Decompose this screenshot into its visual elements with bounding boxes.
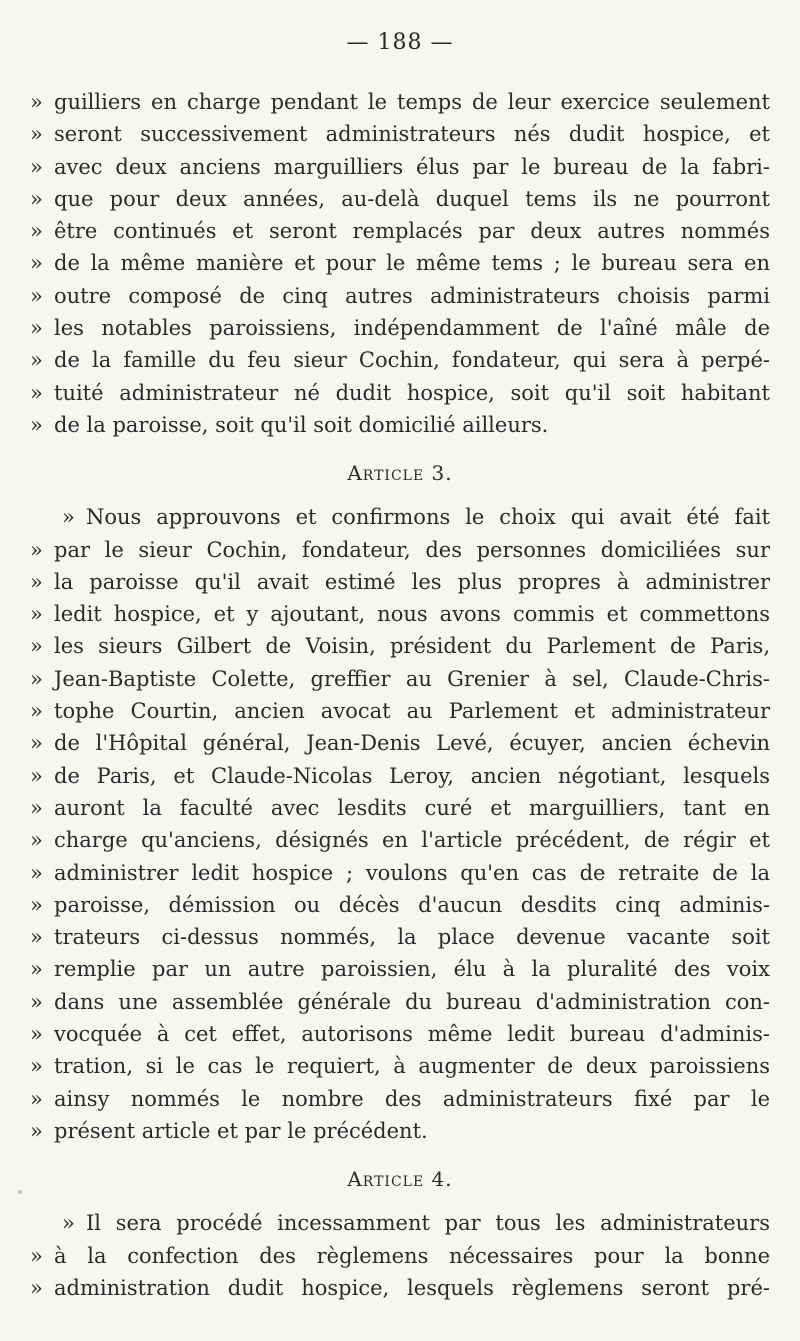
text-line bbox=[30, 183, 770, 215]
line-text: seront successivement administrateurs nés dudit hospice, et bbox=[54, 122, 770, 147]
ink-speck bbox=[18, 1190, 22, 1194]
text-line bbox=[30, 598, 770, 630]
guillemet: » bbox=[30, 1275, 41, 1300]
article-3-heading: Article 3. bbox=[347, 461, 453, 486]
line-text: remplie par un autre paroissien, élu à la pluralité des voix bbox=[54, 957, 770, 982]
text-line bbox=[30, 1018, 770, 1050]
paragraph-article-4 bbox=[30, 1207, 770, 1304]
guillemet: » bbox=[62, 1211, 73, 1236]
text-line bbox=[30, 344, 770, 376]
line-text: ledit hospice, et y ajoutant, nous avons commis et commettons bbox=[54, 602, 770, 627]
text-line bbox=[30, 534, 770, 566]
line-text: de la même manière et pour le même tems ; le bureau sera en bbox=[54, 251, 770, 276]
text-line bbox=[30, 86, 770, 118]
guillemet: » bbox=[30, 731, 41, 756]
guillemet: » bbox=[30, 602, 41, 627]
line-text: les sieurs Gilbert de Voisin, président du Parlement de Paris, bbox=[54, 634, 770, 659]
text-line bbox=[30, 663, 770, 695]
guillemet: » bbox=[30, 699, 41, 724]
line-text: tuité administrateur né dudit hospice, soit qu'il soit habitant bbox=[54, 380, 770, 405]
guillemet: » bbox=[30, 90, 41, 114]
text-line bbox=[30, 824, 770, 856]
line-text: être continués et seront remplacés par deux autres nommés bbox=[54, 219, 770, 244]
line-text: auront la faculté avec lesdits curé et marguilliers, tant en bbox=[54, 795, 770, 820]
guillemet: » bbox=[30, 828, 41, 853]
line-text: de Paris, et Claude-Nicolas Leroy, ancien négotiant, lesquels bbox=[54, 763, 770, 788]
guillemet: » bbox=[30, 1243, 41, 1268]
line-text: administrer ledit hospice ; voulons qu'en cas de retraite de la bbox=[54, 860, 770, 885]
line-text: paroisse, démission ou décès d'aucun desdits cinq adminis- bbox=[54, 892, 770, 917]
guillemet: » bbox=[30, 795, 41, 820]
article-4-heading: Article 4. bbox=[347, 1167, 453, 1192]
text-line bbox=[30, 151, 770, 183]
guillemet: » bbox=[30, 763, 41, 788]
line-text: outre composé de cinq autres administrateurs choisis parmi bbox=[54, 283, 770, 308]
line-text: tophe Courtin, ancien avocat au Parlement et administrateur bbox=[54, 699, 770, 724]
text-line bbox=[30, 1083, 770, 1115]
guillemet: » bbox=[30, 925, 41, 950]
line-text: Jean-Baptiste Colette, greffier au Grenier à sel, Claude-Chris- bbox=[54, 666, 770, 691]
line-text: trateurs ci-dessus nommés, la place devenue vacante soit bbox=[54, 925, 770, 950]
text-line bbox=[30, 792, 770, 824]
line-text: avec deux anciens marguilliers élus par le bureau de la fabri- bbox=[54, 154, 770, 179]
guillemet: » bbox=[62, 505, 73, 530]
text-line bbox=[30, 1272, 770, 1304]
guillemet: » bbox=[30, 1022, 41, 1047]
guillemet: » bbox=[30, 1118, 41, 1143]
text-line bbox=[30, 501, 770, 533]
guillemet: » bbox=[30, 1054, 41, 1079]
text-line bbox=[30, 1207, 770, 1239]
text-line bbox=[30, 118, 770, 150]
guillemet: » bbox=[30, 666, 41, 691]
paragraph-article-3 bbox=[30, 501, 770, 1147]
text-line bbox=[30, 312, 770, 344]
text-line bbox=[30, 566, 770, 598]
text-line bbox=[30, 247, 770, 279]
guillemet: » bbox=[30, 412, 41, 437]
text-line bbox=[30, 889, 770, 921]
guillemet: » bbox=[30, 251, 41, 276]
line-text: présent article et par le précédent. bbox=[54, 1118, 428, 1143]
line-text: les notables paroissiens, indépendamment de l'aîné mâle de bbox=[54, 316, 770, 341]
text-line bbox=[30, 1050, 770, 1082]
line-text: ainsy nommés le nombre des administrateurs fixé par le bbox=[54, 1086, 770, 1111]
guillemet: » bbox=[30, 989, 41, 1014]
text-line bbox=[30, 695, 770, 727]
guillemet: » bbox=[30, 634, 41, 659]
line-text: Il sera procédé incessamment par tous les administrateurs bbox=[86, 1211, 770, 1236]
text-line bbox=[30, 1115, 770, 1147]
text-line bbox=[30, 280, 770, 312]
line-text: de la famille du feu sieur Cochin, fondateur, qui sera à perpé- bbox=[54, 348, 770, 373]
guillemet: » bbox=[30, 186, 41, 211]
guillemet: » bbox=[30, 537, 41, 562]
guillemet: » bbox=[30, 122, 41, 147]
guillemet: » bbox=[30, 283, 41, 308]
line-text: à la confection des règlemens nécessaires pour la bonne bbox=[54, 1243, 770, 1268]
guillemet: » bbox=[30, 569, 41, 594]
line-text: par le sieur Cochin, fondateur, des personnes domiciliées sur bbox=[54, 537, 770, 562]
guillemet: » bbox=[30, 1086, 41, 1111]
guillemet: » bbox=[30, 219, 41, 244]
text-line bbox=[30, 857, 770, 889]
line-text: de l'Hôpital général, Jean-Denis Levé, écuyer, ancien échevin bbox=[54, 731, 770, 756]
text-line bbox=[30, 953, 770, 985]
line-text: charge qu'anciens, désignés en l'article précédent, de régir et bbox=[54, 828, 770, 853]
line-text: dans une assemblée générale du bureau d'administration con- bbox=[54, 989, 770, 1014]
text-line bbox=[30, 409, 770, 441]
line-text: de la paroisse, soit qu'il soit domicilié ailleurs. bbox=[54, 412, 549, 437]
text-line bbox=[30, 377, 770, 409]
line-text: vocquée à cet effet, autorisons même ledit bureau d'adminis- bbox=[54, 1022, 770, 1047]
line-text: la paroisse qu'il avait estimé les plus propres à administrer bbox=[54, 569, 770, 594]
text-line bbox=[30, 630, 770, 662]
text-line bbox=[30, 760, 770, 792]
guillemet: » bbox=[30, 892, 41, 917]
text-line bbox=[30, 215, 770, 247]
guillemet: » bbox=[30, 957, 41, 982]
line-text: tration, si le cas le requiert, à augmenter de deux paroissiens bbox=[54, 1054, 770, 1079]
line-text: Nous approuvons et confirmons le choix qui avait été fait bbox=[86, 505, 770, 530]
text-line bbox=[30, 986, 770, 1018]
line-text: administration dudit hospice, lesquels règlemens seront pré- bbox=[54, 1275, 770, 1300]
page-number: — 188 — bbox=[346, 30, 454, 55]
text-line bbox=[30, 1240, 770, 1272]
paragraph-continuation bbox=[30, 86, 770, 441]
guillemet: » bbox=[30, 860, 41, 885]
guillemet: » bbox=[30, 348, 41, 373]
text-line bbox=[30, 727, 770, 759]
guillemet: » bbox=[30, 380, 41, 405]
line-text: guilliers en charge pendant le temps de leur exercice seulement bbox=[54, 90, 770, 114]
document-body bbox=[30, 86, 770, 1304]
guillemet: » bbox=[30, 154, 41, 179]
line-text: que pour deux années, au-delà duquel tems ils ne pourront bbox=[54, 186, 770, 211]
text-line bbox=[30, 921, 770, 953]
guillemet: » bbox=[30, 316, 41, 341]
